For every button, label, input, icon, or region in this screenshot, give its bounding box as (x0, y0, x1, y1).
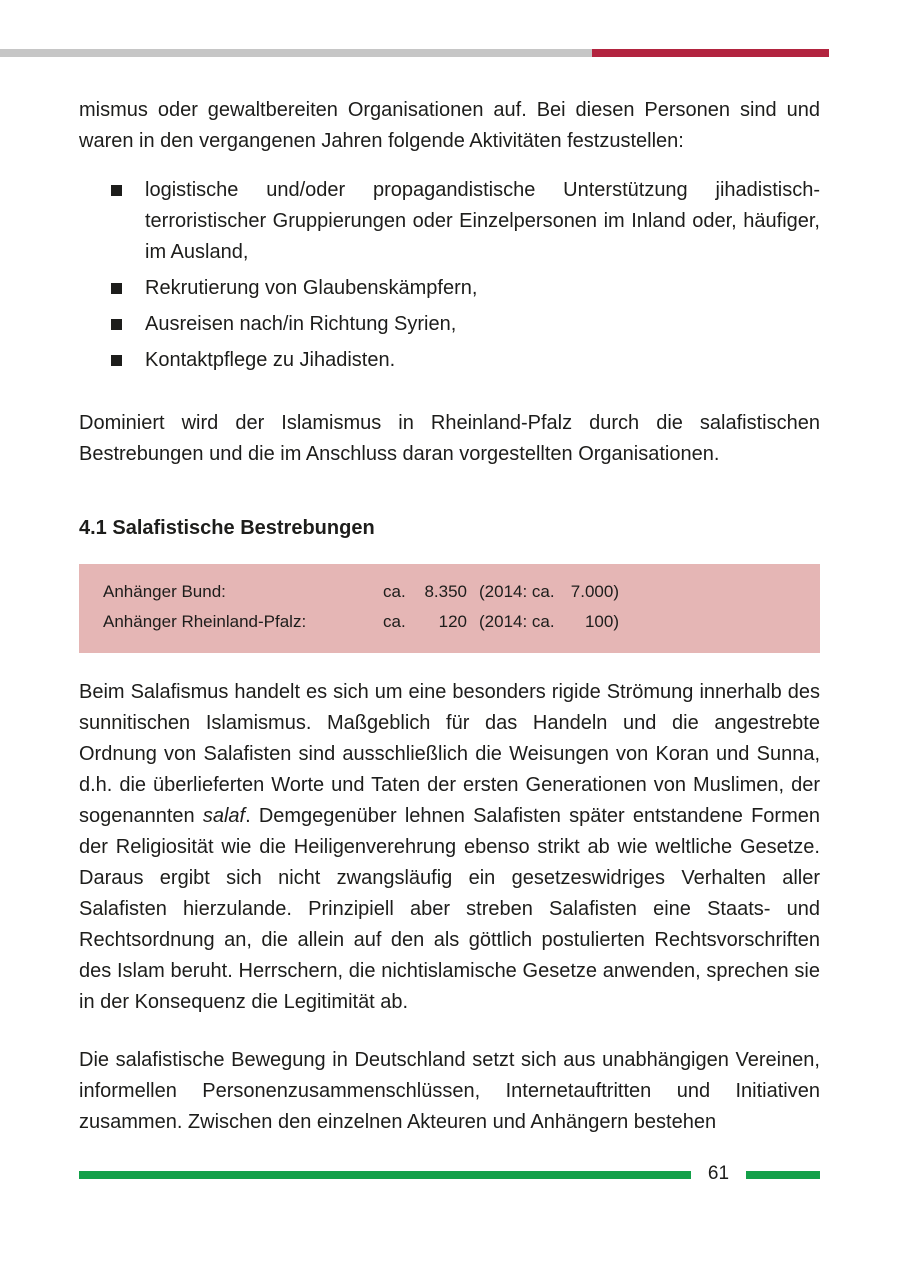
square-bullet-icon (111, 319, 122, 330)
intro-paragraph: mismus oder gewaltbereiten Organisationen auf. Bei diesen Personen sind und waren in den vergangenen Jahren folgende Aktivitäten festzustellen: (79, 99, 820, 152)
top-rule-gray (0, 49, 592, 57)
list-item (79, 345, 820, 376)
stat-label: Anhänger Bund: (103, 582, 226, 601)
footer-rule-left (79, 1171, 691, 1179)
list-item (79, 273, 820, 304)
stat-prev-label: (2014: ca. (479, 612, 555, 631)
stat-prev-label: (2014: ca. (479, 582, 555, 601)
stat-approx: ca. (383, 582, 406, 601)
salafism-definition-paragraph (79, 677, 820, 1018)
top-rule-accent (592, 49, 829, 57)
paragraph-text: Beim Salafismus handelt es sich um eine besonders rigide Strömung innerhalb des sunnitischen Islamismus. Maßgeblich für das Handeln und die angestrebte Ordnung von Salafisten sind ausschließlich die Weisungen von Koran und Sunna, d.h. die überlieferten Worte und Taten der ersten Generationen von Muslimen, der sogenannten (79, 681, 820, 827)
list-item-text: Ausreisen nach/in Richtung Syrien, (145, 313, 457, 335)
summary-paragraph: Dominiert wird der Islamismus in Rheinland-Pfalz durch die salafistischen Bestrebungen und die im Anschluss daran vorgestellten Organisationen. (79, 412, 820, 465)
list-item (79, 175, 820, 268)
supporter-stats-box (79, 564, 820, 653)
stat-prev-value: 7.000) (570, 582, 619, 601)
list-item-text: Kontaktpflege zu Jihadisten. (145, 349, 396, 371)
stat-row-federal (79, 577, 820, 607)
stat-prev-value: 100) (584, 612, 619, 631)
square-bullet-icon (111, 283, 122, 294)
list-item-text: logistische und/oder propagandistische Unterstützung jihadistisch-terroristischer Gruppierungen oder Einzelpersonen im Inland oder, häufiger, im Ausland, (145, 179, 820, 263)
stat-row-rhineland-palatinate (79, 607, 820, 637)
stat-value: 8.350 (424, 582, 467, 601)
movement-structure-paragraph: Die salafistische Bewegung in Deutschland setzt sich aus unabhängigen Vereinen, informellen Personenzusammenschlüssen, Internetauftritten und Initiativen zusammen. Zwischen den einzelnen Akteuren und Anhängern bestehen (79, 1049, 820, 1133)
stat-value: 120 (438, 612, 467, 631)
stat-label: Anhänger Rheinland-Pfalz: (103, 612, 307, 631)
square-bullet-icon (111, 185, 122, 196)
square-bullet-icon (111, 355, 122, 366)
paragraph-text: . Demgegenüber lehnen Salafisten später entstandene Formen der Religiosität wie die Heiligenverehrung ebenso strikt ab wie weltliche Gesetze. Daraus ergibt sich nicht zwangsläufig ein gesetzeswidriges Verhalten aller Salafisten hierzulande. Prinzipiell aber streben Salafisten eine Staats- und Rechtsordnung an, die allein auf den als göttlich postulierten Rechtsvorschriften des Islam beruht. Herrschern, die nichtislamische Gesetze anwenden, sprechen sie in der Konsequenz die Legitimität ab. (79, 805, 820, 1013)
activity-list (79, 175, 820, 381)
list-item-text: Rekrutierung von Glaubenskämpfern, (145, 277, 478, 299)
footer-rule-right (746, 1171, 820, 1179)
italic-term: salaf (202, 805, 246, 827)
page-number: 61 (707, 1163, 730, 1184)
list-item (79, 309, 820, 340)
stat-approx: ca. (383, 612, 406, 631)
section-heading: 4.1 Salafistische Bestrebungen (79, 517, 375, 539)
